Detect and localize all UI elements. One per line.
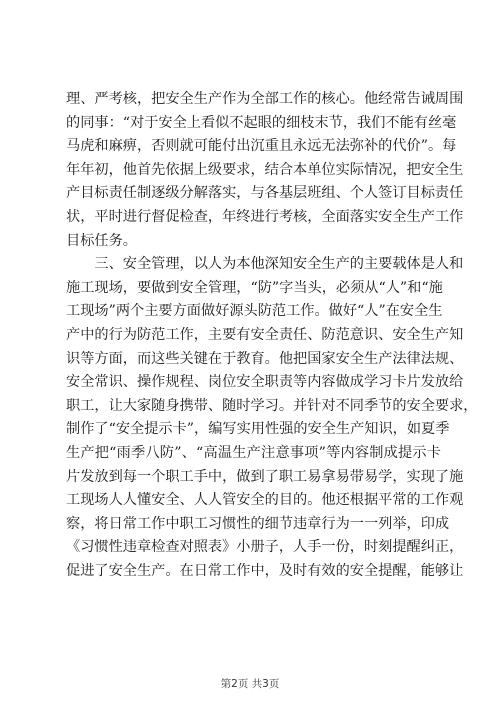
text-line: 职工，让大家随身携带、随时学习。并针对不同季节的安全要求， <box>66 397 478 414</box>
text-line: 促进了安全生产。在日常工作中，及时有效的安全提醒，能够让 <box>66 562 464 579</box>
text-line: 片发放到每一个职工手中，做到了职工易拿易带易学，实现了施 <box>66 468 464 485</box>
text-line: 三、安全管理，以人为本他深知安全生产的主要载体是人和 <box>66 256 464 273</box>
body-text <box>66 88 478 583</box>
text-line: 理、严考核，把安全生产作为全部工作的核心。他经常告诫周围 <box>66 91 464 107</box>
text-line: 工现场人人懂安全、人人管安全的目的。他还根据平常的工作观 <box>66 492 464 509</box>
text-line: 状，平时进行督促检查，年终进行考核，全面落实安全生产工作 <box>66 208 464 225</box>
text-line: 生产把“雨季八防”、“高温生产注意事项”等内容制成提示卡 <box>66 444 441 461</box>
text-line: 目标任务。 <box>66 232 137 249</box>
text-line: 识等方面，而这些关键在于教育。他把国家安全生产法律法规、 <box>66 350 464 367</box>
text-line: 马虎和麻痹，否则就可能付出沉重且永远无法弥补的代价”。每 <box>66 138 457 155</box>
text-line: 施工现场，要做到安全管理，“防”字当头，必须从“人”和“施 <box>66 279 443 296</box>
text-line: 产中的行为防范工作，主要有安全责任、防范意识、安全生产知 <box>66 326 464 343</box>
text-line: 年年初，他首先依据上级要求，结合本单位实际情况，把安全生 <box>66 161 464 178</box>
text-line: 工现场”两个主要方面做好源头防范工作。做好“人”在安全生 <box>66 303 443 320</box>
page-number: 第2页 共3页 <box>220 678 280 690</box>
text-line: 《习惯性违章检查对照表》小册子，人手一份，时刻提醒纠正， <box>66 539 464 556</box>
text-line: 的同事：“对于安全上看似不起眼的细枝末节，我们不能有丝毫 <box>66 114 457 131</box>
text-line: 安全常识、操作规程、岗位安全职责等内容做成学习卡片发放给 <box>66 374 464 391</box>
text-line: 产目标责任制逐级分解落实，与各基层班组、个人签订目标责任 <box>66 185 464 202</box>
text-line: 察，将日常工作中职工习惯性的细节违章行为一一列举，印成 <box>66 515 450 532</box>
text-line: 制作了“安全提示卡”，编写实用性强的安全生产知识，如夏季 <box>66 421 450 438</box>
